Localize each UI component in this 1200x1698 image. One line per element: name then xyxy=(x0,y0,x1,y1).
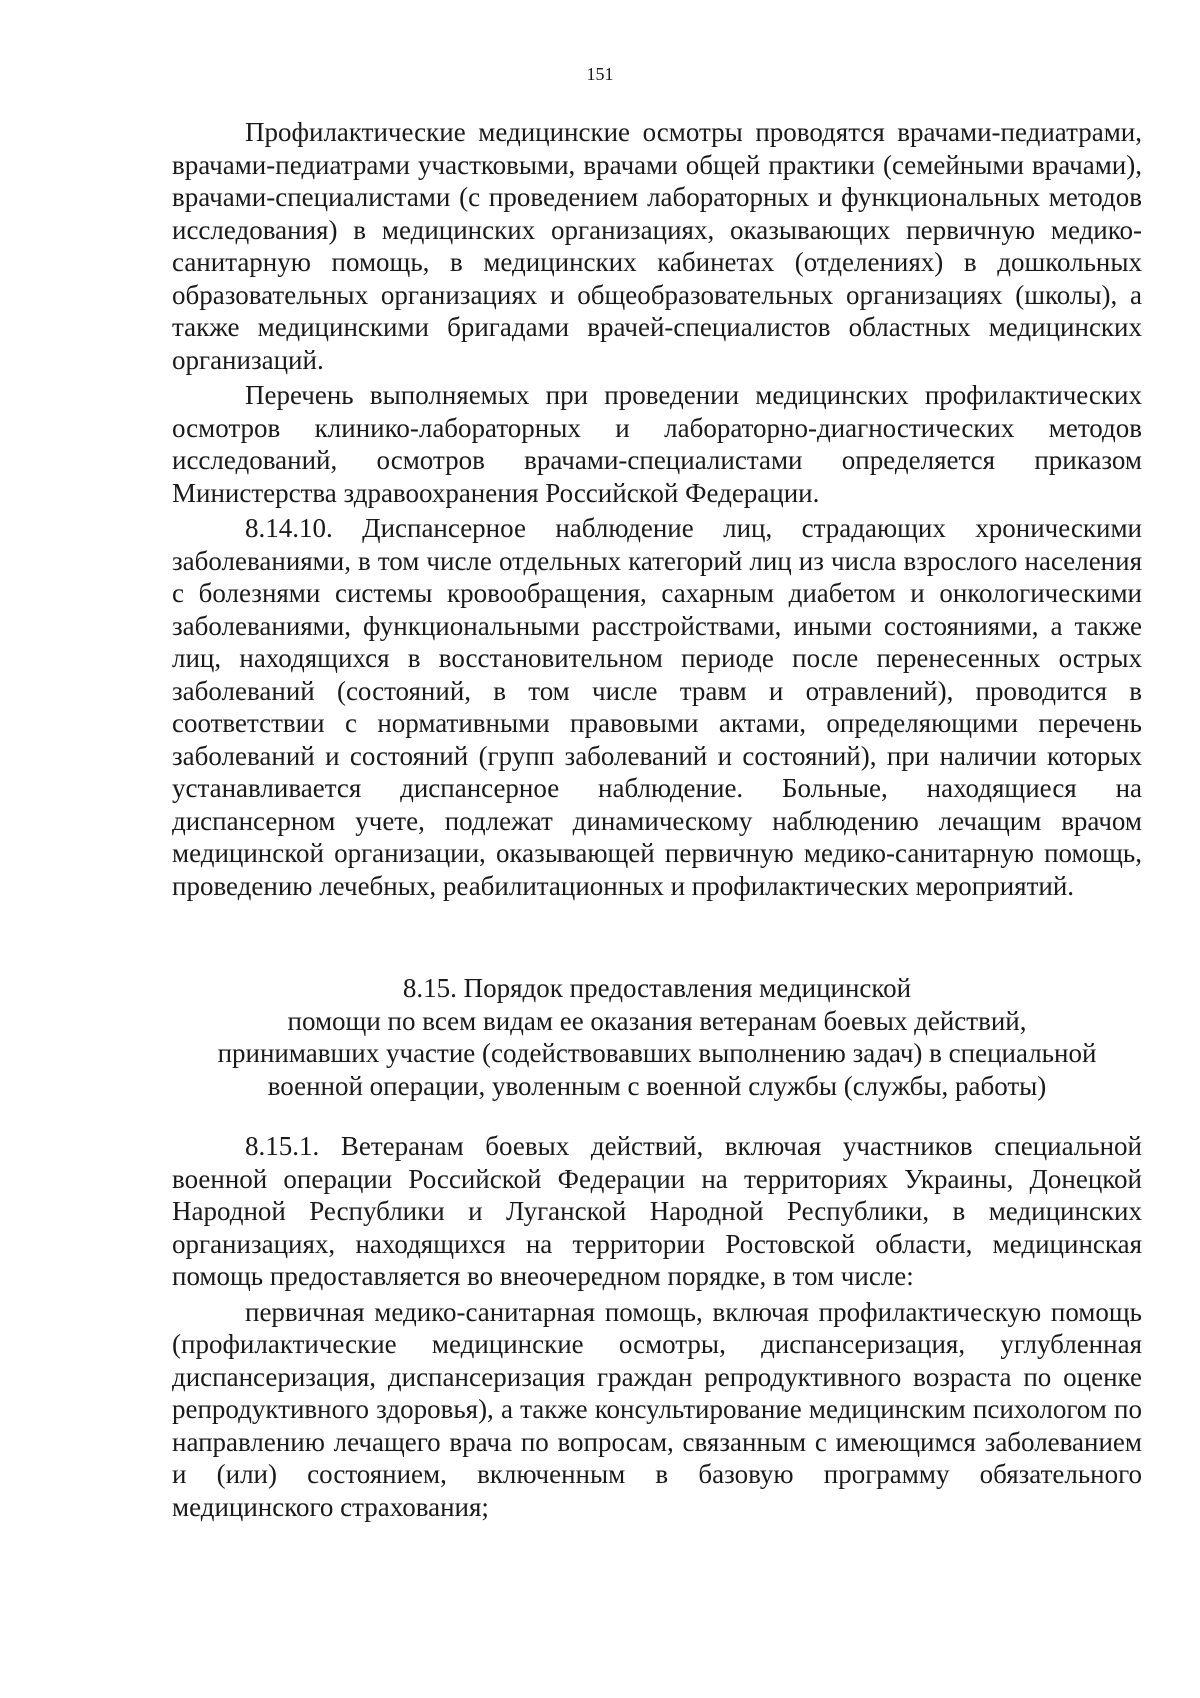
section-heading-line: принимавших участие (содействовавших выполнению задач) в специальной xyxy=(217,1038,1097,1068)
section-heading xyxy=(172,972,1142,1102)
paragraph-primary-care: первичная медико-санитарная помощь, включая профилактическую помощь (профилактические медицинские осмотры, диспансеризация, углубленная диспансеризация, диспансеризация граждан репродуктивного возраста по оценке репродуктивного здоровья), а также консультирование медицинским психологом по направлению лечащего врача по вопросам, связанным с имеющимся заболеванием и (или) состоянием, включенным в базовую программу обязательного медицинского страхования; xyxy=(172,1296,1142,1522)
section-heading-line: помощи по всем видам ее оказания ветеранам боевых действий, xyxy=(287,1005,1027,1036)
section-heading-line: 8.15. Порядок предоставления медицинской xyxy=(402,973,912,1003)
paragraph-dispensary-observation: 8.14.10. Диспансерное наблюдение лиц, страдающих хроническими заболеваниями, в том числе отдельных категорий лиц из числа взрослого населения с болезнями системы кровообращения, сахарным диабетом и онкологическими заболеваниями, функциональными расстройствами, иными состояниями, а также лиц, находящихся в восстановительном периоде после перенесенных острых заболеваний (состояний, в том числе травм и отравлений), проводится в соответствии с нормативными правовыми актами, определяющими перечень заболеваний и состояний (групп заболеваний и состояний), при наличии которых устанавливается диспансерное наблюдение. Больные, находящиеся на диспансерном учете, подлежат динамическому наблюдению лечащим врачом медицинской организации, оказывающей первичную медико-санитарную помощь, проведению лечебных, реабилитационных и профилактических мероприятий. xyxy=(172,513,1142,901)
section-heading-line: военной операции, уволенным с военной службы (службы, работы) xyxy=(267,1070,1047,1101)
page-number: 151 xyxy=(586,64,614,84)
paragraph-preventive-exams: Профилактические медицинские осмотры проводятся врачами-педиатрами, врачами-педиатрами участковыми, врачами общей практики (семейными врачами), врачами-специалистами (с проведением лабораторных и функциональных методов исследования) в медицинских организациях, оказывающих первичную медико-санитарную помощь, в медицинских кабинетах (отделениях) в дошкольных образовательных организациях и общеобразовательных организациях (школы), а также медицинскими бригадами врачей-специалистов областных медицинских организаций. xyxy=(172,117,1142,375)
paragraph-veterans-priority: 8.15.1. Ветеранам боевых действий, включая участников специальной военной операции Российской Федерации на территориях Украины, Донецкой Народной Республики и Луганской Народной Республики, в медицинских организациях, находящихся на территории Ростовской области, медицинская помощь предоставляется во внеочередном порядке, в том числе: xyxy=(172,1131,1142,1291)
paragraph-exam-methods: Перечень выполняемых при проведении медицинских профилактических осмотров клинико-лабораторных и лабораторно-диагностических методов исследований, осмотров врачами-специалистами определяется приказом Министерства здравоохранения Российской Федерации. xyxy=(172,380,1142,508)
body-text-top xyxy=(172,116,1142,902)
body-text-bottom xyxy=(172,1130,1142,1523)
